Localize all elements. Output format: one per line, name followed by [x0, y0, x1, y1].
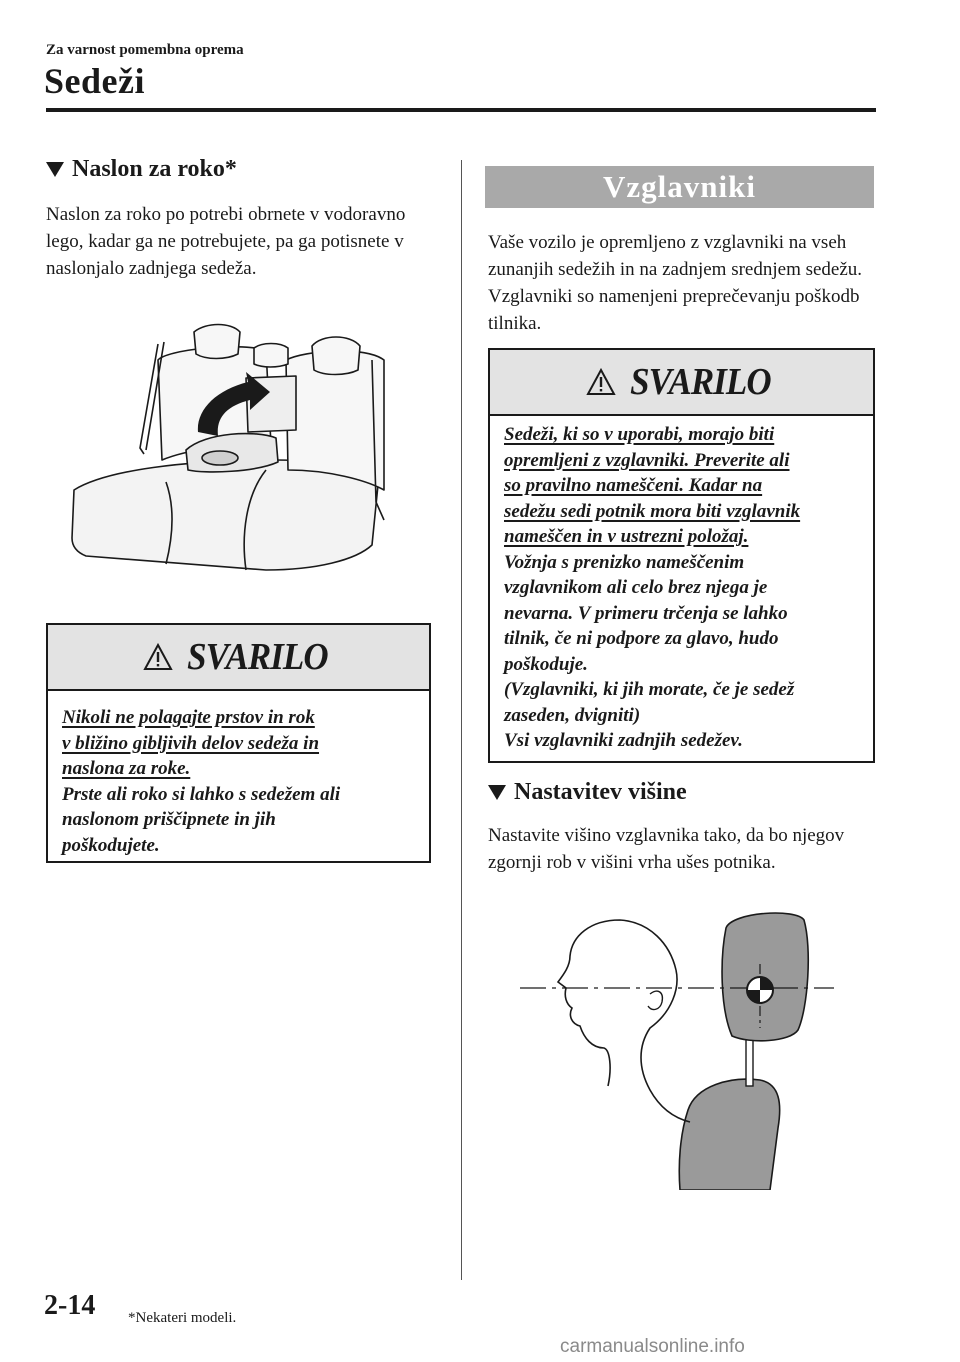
triangle-bullet-icon: [46, 162, 64, 177]
warning-body: [48, 691, 429, 868]
section-kicker: Za varnost pomembna oprema: [46, 42, 244, 58]
warning-title: SVARILO: [630, 361, 771, 403]
armrest-heading-text: Naslon za roko*: [72, 156, 237, 182]
page-number: 2-14: [44, 1290, 96, 1321]
triangle-bullet-icon: [488, 785, 506, 800]
warning-triangle-icon: [586, 368, 616, 396]
warning-line: naslonom priščipnete in jih: [62, 809, 276, 830]
warning-line: vzglavnikom ali celo brez njega je: [504, 577, 768, 598]
warning-line: zaseden, dvigniti): [504, 704, 641, 726]
warning-line: nameščen in v ustrezni položaj.: [504, 526, 749, 547]
warning-line: poškodujete.: [62, 834, 160, 856]
armrest-warning-box: [46, 623, 431, 863]
warning-line: Vožnja s prenizko nameščenim: [504, 551, 745, 573]
headrests-intro: Vaše vozilo je opremljeno z vzglavniki na vseh zunanjih sedežih in na zadnjem srednjem sedežu. Vzglavniki so namenjeni preprečevanju poškodb tilnika.: [488, 232, 863, 334]
heading-rule: [46, 108, 876, 112]
warning-line: Prste ali roko si lahko s sedežem ali: [62, 783, 341, 805]
armrest-description: Naslon za roko po potrebi obrnete v vodoravno lego, kadar ga ne potrebujete, pa ga potisnete v naslonjalo zadnjega sedeža.: [46, 204, 406, 279]
headrest-height-illustration: [500, 908, 840, 1190]
warning-line: sedežu sedi potnik mora biti vzglavnik: [504, 500, 801, 522]
warning-line: naslona za roke.: [62, 758, 191, 779]
warning-line: poškoduje.: [504, 653, 588, 675]
warning-line: tilnik, če ni podpore za glavo, hudo: [504, 628, 779, 649]
rear-seat-armrest-illustration: [66, 320, 410, 582]
warning-line: Sedeži, ki so v uporabi, morajo biti: [504, 424, 775, 445]
warning-line: so pravilno nameščeni. Kadar na: [504, 475, 763, 496]
footnote: *Nekateri modeli.: [128, 1310, 237, 1326]
headrests-banner: Vzglavniki: [485, 166, 874, 208]
warning-line: (Vzglavniki, ki jih morate, če je sedež: [504, 679, 795, 700]
warning-line: v bližino gibljivih delov sedeža in: [62, 732, 320, 754]
warning-title: SVARILO: [187, 636, 328, 678]
watermark: carmanualsonline.info: [560, 1336, 745, 1357]
warning-line: Nikoli ne polagajte prstov in rok: [62, 707, 315, 728]
headrest-warning-box: [488, 348, 875, 763]
warning-triangle-icon: [143, 643, 173, 671]
warning-line: nevarna. V primeru trčenja se lahko: [504, 602, 788, 624]
page-title: Sedeži: [44, 61, 145, 101]
warning-line: Vsi vzglavniki zadnjih sedežev.: [504, 730, 743, 751]
warning-header: [48, 625, 429, 691]
warning-line: opremljeni z vzglavniki. Preverite ali: [504, 449, 790, 471]
warning-body: [490, 416, 873, 764]
height-adjust-heading-text: Nastavitev višine: [514, 779, 687, 805]
column-divider: [461, 160, 462, 1280]
height-adjust-text: Nastavite višino vzglavnika tako, da bo njegov zgornji rob v višini vrha ušes potnika.: [488, 825, 845, 873]
warning-header: [490, 350, 873, 416]
height-adjust-heading: [488, 779, 687, 806]
armrest-heading: [46, 156, 237, 183]
